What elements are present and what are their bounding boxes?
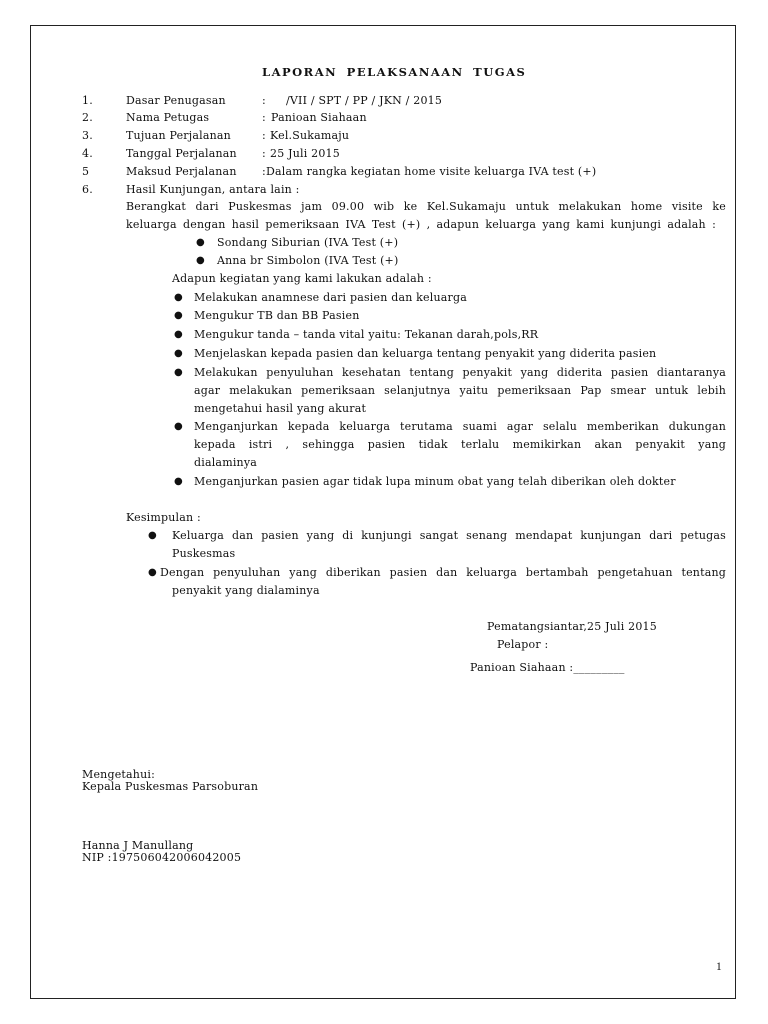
item-6-number: 6. — [82, 183, 93, 196]
bullet-icon: ● — [174, 329, 183, 340]
activity-item: Menganjurkan pasien agar tidak lupa minum obat yang telah diberikan oleh dokter — [194, 475, 676, 488]
hasil-paragraph-line-1: Berangkat dari Puskesmas jam 09.00 wib ke Kel.Sukamaju untuk melakukan home visite ke — [126, 200, 726, 213]
kesimpulan-point-continuation: Puskesmas — [172, 547, 236, 560]
kesimpulan-point: Dengan penyuluhan yang diberikan pasien dan keluarga bertambah pengetahuan tentang — [160, 566, 726, 579]
kesimpulan-point: Keluarga dan pasien yang di kunjungi sangat senang mendapat kunjungan dari petugas — [172, 529, 726, 542]
activity-item: Melakukan anamnese dari pasien dan keluarga — [194, 291, 467, 304]
item-6-label: Hasil Kunjungan, antara lain : — [126, 183, 300, 196]
item-1-separator: : — [262, 94, 266, 107]
item-3-number: 3. — [82, 129, 93, 142]
activity-item: Mengukur TB dan BB Pasien — [194, 309, 360, 322]
activity-item-continuation: agar melakukan pemeriksaan selanjutnya yaitu pemeriksaan Pap smear untuk lebih — [194, 384, 726, 397]
approval-position: Kepala Puskesmas Parsoburan — [82, 780, 259, 793]
activity-item: Menjelaskan kepada pasien dan keluarga tentang penyakit yang diderita pasien — [194, 347, 657, 360]
item-5-value: Dalam rangka kegiatan home visite keluarga IVA test (+) — [266, 165, 597, 178]
item-5-separator: : — [262, 165, 266, 178]
item-3-separator: : — [262, 129, 266, 142]
signature-role: Pelapor : — [497, 638, 549, 651]
item-4-number: 4. — [82, 147, 93, 160]
item-4-label: Tanggal Perjalanan — [126, 147, 237, 160]
approval-label: Mengetahui: — [82, 768, 155, 781]
item-2-separator: : — [262, 111, 266, 124]
activity-item-continuation: kepada istri , sehingga pasien tidak terlalu memikirkan akan penyakit yang — [194, 438, 726, 451]
activity-item: Mengukur tanda – tanda vital yaitu: Tekanan darah,pols,RR — [194, 328, 539, 341]
bullet-icon: ● — [196, 237, 205, 248]
bullet-icon: ● — [174, 421, 183, 432]
signature-name: Panioan Siahaan :_________ — [470, 661, 625, 674]
approval-nip: NIP :197506042006042005 — [82, 851, 242, 864]
item-2-number: 2. — [82, 111, 93, 124]
bullet-icon: ● — [174, 310, 183, 321]
bullet-icon: ● — [174, 367, 183, 378]
item-5-number: 5 — [82, 165, 90, 178]
family-item: Sondang Siburian (IVA Test (+) — [217, 236, 399, 249]
item-1-value: /VII / SPT / PP / JKN / 2015 — [286, 94, 443, 107]
signature-place-date: Pematangsiantar,25 Juli 2015 — [487, 620, 657, 633]
activity-item: Melakukan penyuluhan kesehatan tentang penyakit yang diderita pasien diantaranya — [194, 366, 726, 379]
activity-item: Menganjurkan kepada keluarga terutama suami agar selalu memberikan dukungan — [194, 420, 726, 433]
family-item: Anna br Simbolon (IVA Test (+) — [217, 254, 399, 267]
activity-item-continuation: dialaminya — [194, 456, 257, 469]
bullet-icon: ● — [174, 476, 183, 487]
activities-intro: Adapun kegiatan yang kami lakukan adalah : — [172, 272, 432, 285]
bullet-icon: ● — [148, 530, 157, 541]
item-5-label: Maksud Perjalanan — [126, 165, 237, 178]
item-4-separator: : — [262, 147, 266, 160]
item-3-label: Tujuan Perjalanan — [126, 129, 231, 142]
activity-item-continuation: mengetahui hasil yang akurat — [194, 402, 367, 415]
item-2-label: Nama Petugas — [126, 111, 210, 124]
bullet-icon: ● — [174, 292, 183, 303]
kesimpulan-heading: Kesimpulan : — [126, 511, 201, 524]
bullet-icon: ● — [196, 255, 205, 266]
item-1-number: 1. — [82, 94, 93, 107]
page-number: 1 — [716, 961, 722, 973]
item-4-value: 25 Juli 2015 — [270, 147, 340, 160]
approval-name: Hanna J Manullang — [82, 839, 194, 852]
item-2-value: Panioan Siahaan — [271, 111, 367, 124]
item-1-label: Dasar Penugasan — [126, 94, 226, 107]
bullet-icon: ● — [148, 567, 157, 578]
document-title: LAPORAN PELAKSANAAN TUGAS — [262, 65, 527, 79]
bullet-icon: ● — [174, 348, 183, 359]
hasil-paragraph-line-2: keluarga dengan hasil pemeriksaan IVA Test (+) , adapun keluarga yang kami kunjungi adalah : — [126, 218, 716, 231]
kesimpulan-point-continuation: penyakit yang dialaminya — [172, 584, 320, 597]
item-3-value: Kel.Sukamaju — [270, 129, 350, 142]
